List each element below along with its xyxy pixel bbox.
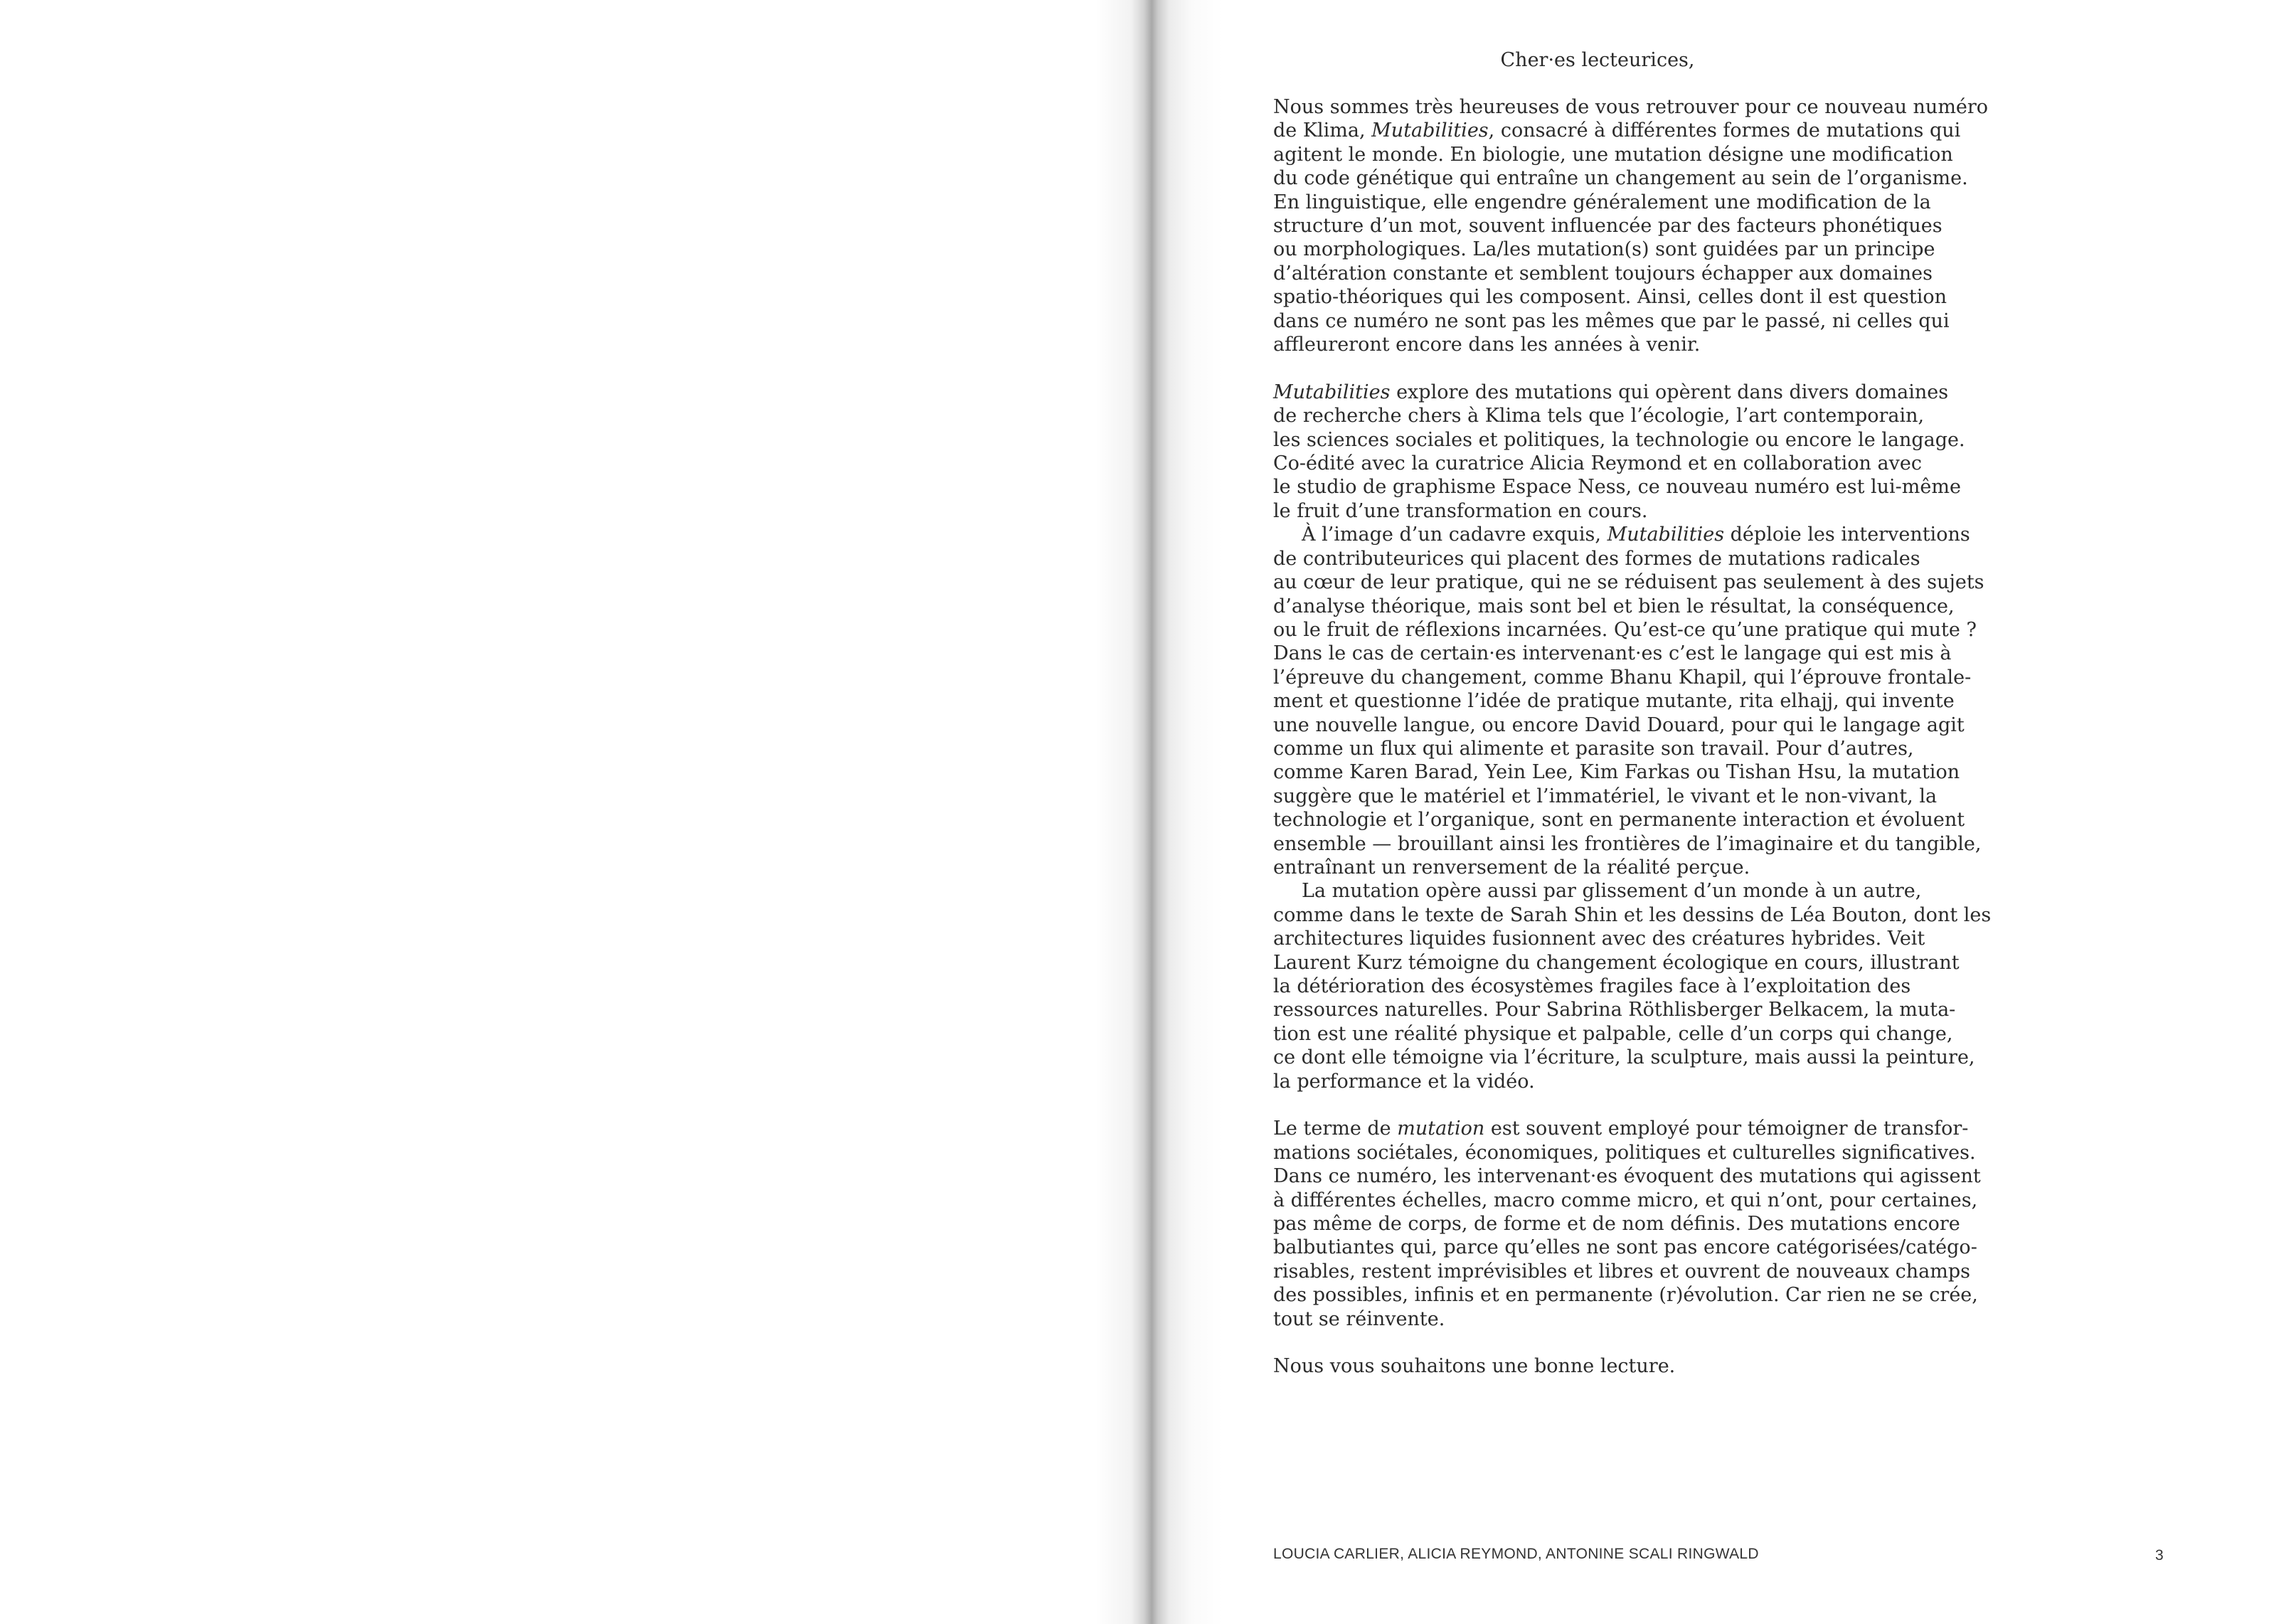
text-segment: une nouvelle langue, ou encore David Douard, pour qui le langage agit — [1273, 713, 1965, 736]
text-line — [1273, 595, 1955, 618]
text-line — [1273, 760, 1960, 784]
text-line — [1273, 1283, 1978, 1307]
text-segment: À l’image d’un cadavre exquis, — [1302, 524, 1607, 546]
text-line — [1273, 737, 1922, 760]
text-line — [1273, 191, 1931, 214]
text-segment: Laurent Kurz témoigne du changement écologique en cours, illustrant — [1273, 951, 1960, 974]
text-segment: Co-édité avec la curatrice Alicia Reymond et en collaboration avec — [1273, 452, 1922, 475]
paragraph — [1273, 95, 1989, 356]
text-segment: ou morphologiques. La/les mutation(s) sont guidées par un principe — [1273, 238, 1935, 261]
text-segment: Nous vous souhaitons une bonne lecture. — [1273, 1355, 1676, 1378]
text-segment: la détérioration des écosystèmes fragiles face à l’exploitation des — [1273, 975, 1911, 998]
text-segment: est souvent employé pour témoigner de transfor- — [1484, 1118, 1969, 1140]
text-line — [1273, 285, 1947, 309]
text-segment: entraînant un renversement de la réalité perçue. — [1273, 856, 1750, 879]
text-segment: les sciences sociales et politiques, la technologie ou encore le langage. — [1273, 428, 1965, 451]
paragraph-gap — [1273, 1093, 1922, 1117]
text-line — [1273, 381, 1949, 404]
text-segment: de Klima, — [1273, 120, 1372, 142]
text-segment: Mutabilities — [1607, 524, 1725, 546]
text-line — [1273, 1189, 1978, 1212]
text-line — [1273, 785, 1938, 808]
text-line — [1273, 927, 1925, 950]
text-segment: Dans le cas de certain·es intervenant·es c’est le langage qui est mis à — [1273, 642, 1952, 665]
text-line — [1273, 666, 1972, 689]
text-segment: le studio de graphisme Espace Ness, ce nouveau numéro est lui-même — [1273, 476, 1961, 499]
paragraph — [1273, 879, 1992, 1093]
text-line — [1273, 1307, 1922, 1331]
text-line — [1273, 238, 1935, 261]
text-line — [1273, 879, 1922, 903]
text-segment: Nous sommes très heureuses de vous retrouver pour ce nouveau numéro — [1273, 96, 1989, 118]
text-line — [1273, 975, 1922, 998]
letter-body — [1273, 95, 1992, 1379]
text-segment: tout se réinvente. — [1273, 1307, 1445, 1330]
text-line — [1273, 689, 1955, 713]
text-segment: mutation — [1397, 1118, 1485, 1140]
text-line — [1273, 642, 1952, 665]
text-segment: balbutiantes qui, parce qu’elles ne sont pas encore catégorisées/catégo- — [1273, 1236, 1977, 1259]
text-line — [1273, 1070, 1922, 1093]
text-segment: affleureront encore dans les années à venir. — [1273, 334, 1701, 356]
text-segment: structure d’un mot, souvent influencée par des facteurs phonétiques — [1273, 215, 1942, 238]
text-segment: tion est une réalité physique et palpable, celle d’un corps qui change, — [1273, 1022, 1953, 1045]
text-line — [1273, 475, 1961, 499]
text-line — [1273, 808, 1965, 832]
text-line — [1273, 404, 1925, 428]
text-line — [1273, 713, 1965, 737]
text-line — [1273, 333, 1922, 356]
text-segment: d’altération constante et semblent toujours échapper aux domaines — [1273, 262, 1933, 285]
text-segment: architectures liquides fusionnent avec des créatures hybrides. Veit — [1273, 928, 1925, 950]
text-segment: l’épreuve du changement, comme Bhanu Khapil, qui l’éprouve frontale- — [1273, 666, 1972, 689]
text-line — [1273, 1212, 1960, 1236]
text-line — [1273, 523, 1970, 546]
text-segment: ressources naturelles. Pour Sabrina Röthlisberger Belkacem, la muta- — [1273, 999, 1956, 1021]
text-segment: Dans ce numéro, les intervenant·es évoquent des mutations qui agissent — [1273, 1165, 1981, 1188]
text-line — [1273, 166, 1968, 190]
text-line — [1273, 452, 1922, 475]
text-line — [1273, 1046, 1975, 1069]
text-line — [1273, 1141, 1976, 1164]
text-segment: comme dans le texte de Sarah Shin et les dessins de Léa Bouton, dont les — [1273, 903, 1992, 926]
text-segment: de recherche chers à Klima tels que l’écologie, l’art contemporain, — [1273, 405, 1925, 428]
text-segment: ou le fruit de réflexions incarnées. Qu’est-ce qu’une pratique qui mute ? — [1273, 618, 1977, 641]
text-line — [1273, 1354, 1922, 1378]
text-segment: agitent le monde. En biologie, une mutation désigne une modification — [1273, 143, 1953, 166]
text-line — [1273, 262, 1933, 285]
text-segment: des possibles, infinis et en permanente (r)évolution. Car rien ne se crée, — [1273, 1284, 1978, 1307]
text-segment: d’analyse théorique, mais sont bel et bien le résultat, la conséquence, — [1273, 595, 1955, 617]
text-segment: explore des mutations qui opèrent dans divers domaines — [1390, 381, 1949, 403]
text-segment: risables, restent imprévisibles et libres et ouvrent de nouveaux champs — [1273, 1260, 1970, 1283]
text-line — [1273, 143, 1953, 166]
text-segment: ce dont elle témoigne via l’écriture, la sculpture, mais aussi la peinture, — [1273, 1046, 1975, 1069]
text-segment: La mutation opère aussi par glissement d’un monde à un autre, — [1302, 880, 1922, 903]
text-line — [1273, 1236, 1977, 1259]
text-segment: comme un flux qui alimente et parasite son travail. Pour d’autres, — [1273, 737, 1914, 760]
text-segment: Mutabilities — [1371, 120, 1489, 142]
letter-greeting: Cher·es lecteurices, — [1500, 49, 1695, 71]
text-segment: à différentes échelles, macro comme micro, et qui n’ont, pour certaines, — [1273, 1189, 1978, 1211]
text-line — [1273, 998, 1956, 1021]
text-line — [1273, 95, 1989, 119]
text-line — [1273, 856, 1922, 879]
text-line — [1273, 1022, 1953, 1046]
text-segment: En linguistique, elle engendre généralement une modification de la — [1273, 191, 1931, 213]
text-line — [1273, 119, 1961, 142]
text-segment: technologie et l’organique, sont en permanente interaction et évoluent — [1273, 809, 1965, 832]
text-segment: Le terme de — [1273, 1118, 1398, 1140]
text-line — [1273, 547, 1922, 570]
text-line — [1273, 1164, 1981, 1188]
page-number: 3 — [2155, 1547, 2164, 1564]
text-segment: spatio-théoriques qui les composent. Ainsi, celles dont il est question — [1273, 286, 1947, 309]
paragraph — [1273, 1117, 1981, 1331]
text-line — [1273, 903, 1992, 927]
text-segment: la performance et la vidéo. — [1273, 1070, 1535, 1093]
paragraph — [1273, 381, 1965, 523]
text-segment: Mutabilities — [1273, 381, 1391, 403]
text-segment: pas même de corps, de forme et de nom définis. Des mutations encore — [1273, 1213, 1960, 1236]
text-line — [1273, 832, 1982, 856]
text-line — [1273, 618, 1977, 642]
text-segment: du code génétique qui entraîne un changement au sein de l’organisme. — [1273, 167, 1968, 190]
footer-authors: LOUCIA CARLIER, ALICIA REYMOND, ANTONINE SCALI RINGWALD — [1273, 1546, 1759, 1562]
text-line — [1273, 499, 1922, 523]
paragraph — [1273, 523, 1984, 879]
text-segment: mations sociétales, économiques, politiques et culturelles significatives. — [1273, 1141, 1976, 1164]
paragraph-gap — [1273, 1331, 1922, 1354]
text-segment: suggère que le matériel et l’immatériel, le vivant et le non-vivant, la — [1273, 785, 1938, 807]
paragraph — [1273, 1354, 1922, 1378]
text-segment: dans ce numéro ne sont pas les mêmes que par le passé, ni celles qui — [1273, 309, 1950, 332]
text-segment: de contributeurices qui placent des formes de mutations radicales — [1273, 547, 1920, 570]
text-line — [1273, 1260, 1970, 1283]
text-line — [1273, 570, 1984, 594]
text-segment: comme Karen Barad, Yein Lee, Kim Farkas ou Tishan Hsu, la mutation — [1273, 761, 1960, 784]
text-line — [1273, 214, 1942, 238]
text-segment: ensemble — brouillant ainsi les frontières de l’imaginaire et du tangible, — [1273, 832, 1982, 855]
text-segment: ment et questionne l’idée de pratique mutante, rita elhajj, qui invente — [1273, 690, 1955, 713]
text-line — [1273, 1117, 1969, 1140]
text-segment: au cœur de leur pratique, qui ne se réduisent pas seulement à des sujets — [1273, 571, 1984, 594]
text-segment: déploie les interventions — [1724, 524, 1970, 546]
text-line — [1273, 309, 1950, 333]
text-segment: le fruit d’une transformation en cours. — [1273, 499, 1648, 522]
paragraph-gap — [1273, 356, 1922, 380]
text-line — [1273, 428, 1965, 452]
text-line — [1273, 951, 1960, 975]
text-segment: , consacré à différentes formes de mutations qui — [1488, 120, 1961, 142]
